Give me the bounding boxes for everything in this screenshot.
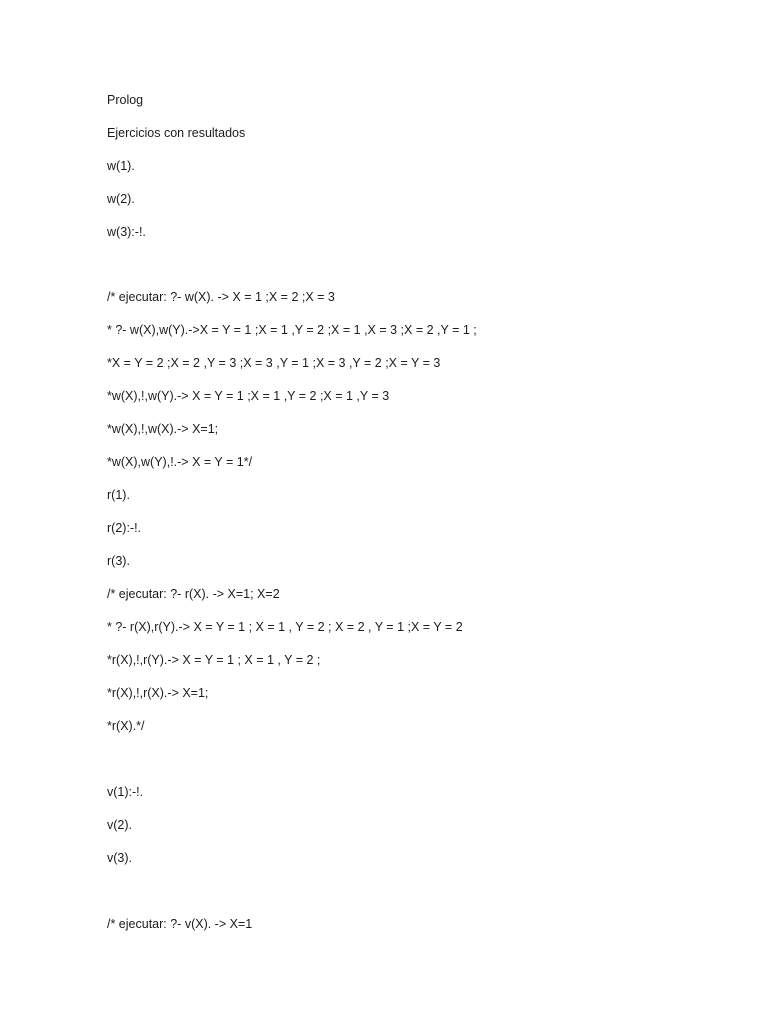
code-line: v(3). [107, 851, 132, 865]
comment-line: *r(X),!,r(Y).-> X = Y = 1 ; X = 1 , Y = 2 ; [107, 653, 321, 667]
comment-line: *w(X),!,w(Y).-> X = Y = 1 ;X = 1 ,Y = 2 ;X = 1 ,Y = 3 [107, 389, 390, 403]
code-line: r(1). [107, 488, 130, 502]
comment-line: /* ejecutar: ?- r(X). -> X=1; X=2 [107, 587, 280, 601]
code-line: r(3). [107, 554, 130, 568]
comment-line: /* ejecutar: ?- v(X). -> X=1 [107, 917, 253, 931]
comment-line: *r(X).*/ [107, 719, 145, 733]
code-line: r(2):-!. [107, 521, 142, 535]
comment-line: *w(X),w(Y),!.-> X = Y = 1*/ [107, 455, 253, 469]
code-line: w(1). [107, 159, 135, 173]
doc-title: Prolog [107, 93, 144, 107]
comment-line: *X = Y = 2 ;X = 2 ,Y = 3 ;X = 3 ,Y = 1 ;X = 3 ,Y = 2 ;X = Y = 3 [107, 356, 441, 370]
comment-line: /* ejecutar: ?- w(X). -> X = 1 ;X = 2 ;X = 3 [107, 290, 335, 304]
doc-subtitle: Ejercicios con resultados [107, 126, 246, 140]
code-line: v(1):-!. [107, 785, 144, 799]
comment-line: * ?- r(X),r(Y).-> X = Y = 1 ; X = 1 , Y = 2 ; X = 2 , Y = 1 ;X = Y = 2 [107, 620, 463, 634]
code-line: w(3):-!. [107, 225, 146, 239]
comment-line: *r(X),!,r(X).-> X=1; [107, 686, 209, 700]
comment-line: * ?- w(X),w(Y).->X = Y = 1 ;X = 1 ,Y = 2 ;X = 1 ,X = 3 ;X = 2 ,Y = 1 ; [107, 323, 477, 337]
code-line: w(2). [107, 192, 135, 206]
comment-line: *w(X),!,w(X).-> X=1; [107, 422, 219, 436]
code-line: v(2). [107, 818, 132, 832]
